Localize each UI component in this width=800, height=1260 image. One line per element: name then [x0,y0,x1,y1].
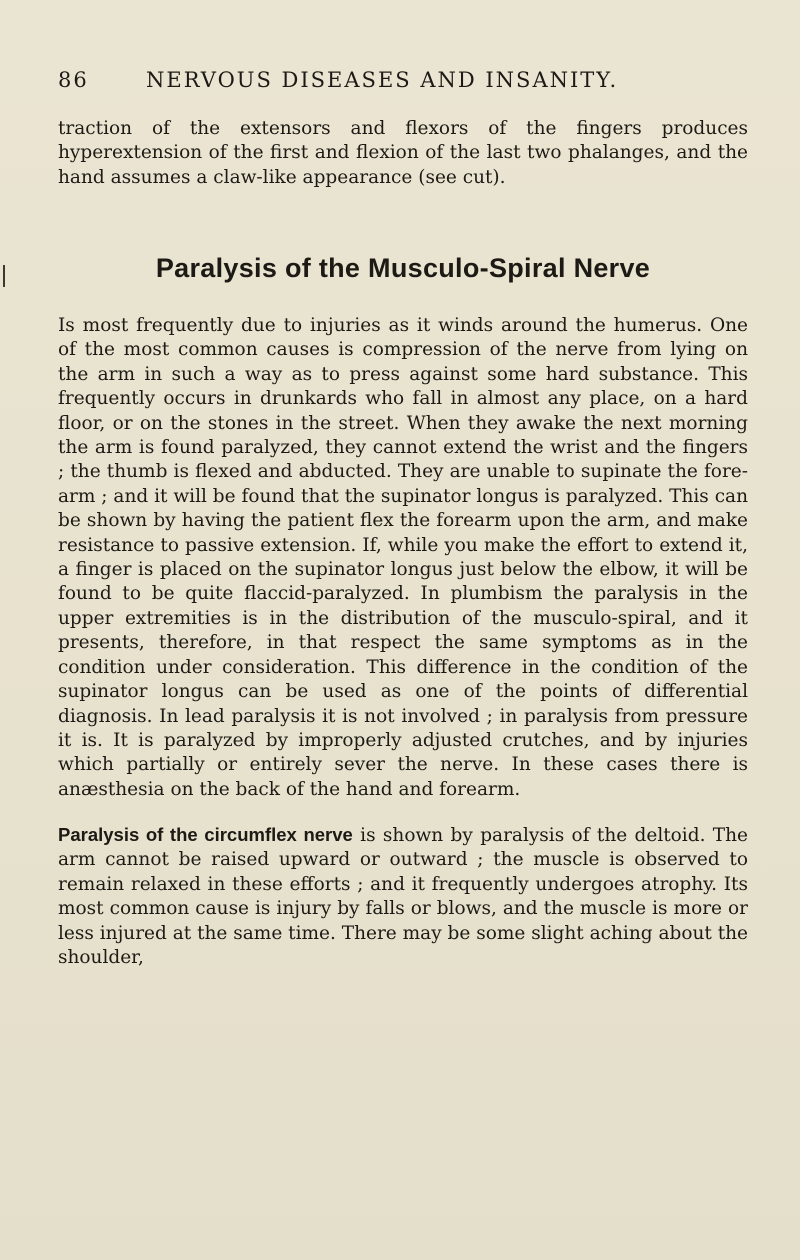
circumflex-inline-heading: Paralysis of the circumflex nerve [58,824,353,845]
circumflex-body-text: is shown by paralysis of the deltoid. The arm cannot be raised upward or outward ; the muscle is observed to remain relaxed in these efforts ; and it frequently undergoes atrophy. Its most common cause is injury by falls or blows, and the muscle is more or less injured at the same time. There may be some slight aching about the shoulder, [58,825,749,969]
continuation-paragraph: traction of the extensors and flexors of the fingers produces hyperextension of the first and flexion of the last two phalanges, and the hand assumes a claw-like appearance (see cut). [58,118,748,188]
margin-mark [3,265,5,287]
page-header [58,68,738,102]
page-number: 86 [58,68,89,92]
running-title: NERVOUS DISEASES AND INSANITY. [146,68,619,92]
musculo-spiral-paragraph: Is most frequently due to injuries as it winds around the humerus. One of the most common causes is compression of the nerve from lying on the arm in such a way as to press against some hard substance. This frequently occurs in drunkards who fall in almost any place, on a hard floor, or on the stones in the street. When they awake the next morning the arm is found paralyzed, they cannot extend the wrist and the fingers ; the thumb is flexed and abducted. They are unable to supinate the fore-arm ; and it will be found that the supinator longus is paralyzed. This can be shown by having the patient flex the forearm upon the arm, and make resistance to passive extension. If, while you make the effort to extend it, a finger is placed on the supinator longus just below the elbow, it will be found to be quite flaccid-paralyzed. In plumbism the paralysis in the upper extremities is in the distribution of the musculo-spiral, and it presents, therefore, in that respect the same symptoms as in the condition under consideration. This difference in the condition of the supinator longus can be used as one of the points of differential diagnosis. In lead paralysis it is not involved ; in paralysis from pressure it is. It is paralyzed by improperly adjusted crutches, and by injuries which partially or entirely sever the nerve. In these cases there is anæsthesia on the back of the hand and forearm. [58,315,748,800]
section-heading: Paralysis of the Musculo-Spiral Nerve [155,253,651,283]
circumflex-paragraph [58,823,748,970]
